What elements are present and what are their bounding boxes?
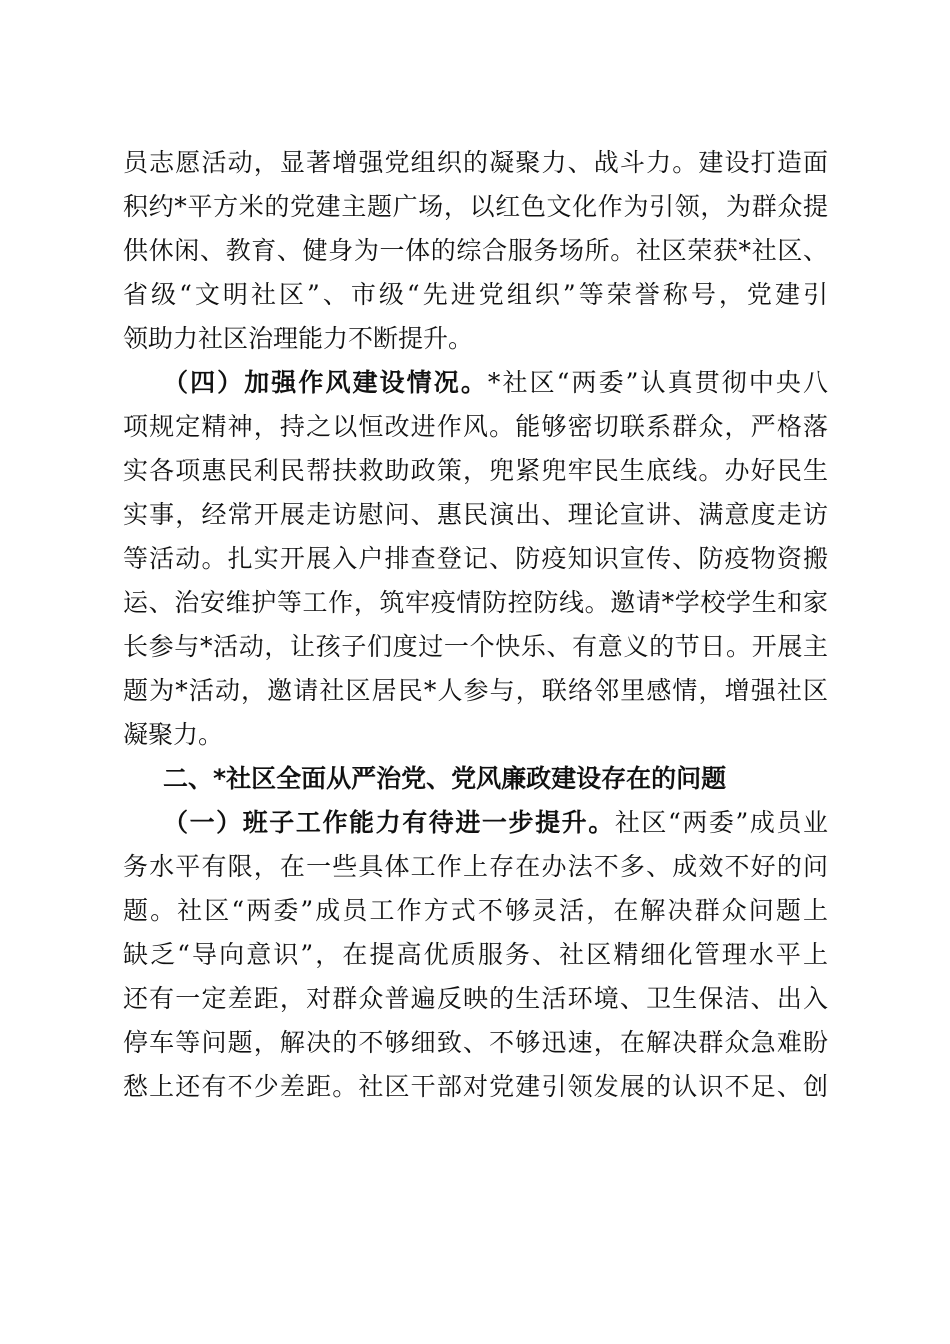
text-line: 实事，经常开展走访慰问、惠民演出、理论宣讲、满意度走访: [123, 500, 828, 529]
paragraph-first-line: [163, 368, 828, 398]
text-line: 凝聚力。: [123, 720, 224, 749]
subsection-title: （四）加强作风建设情况。: [163, 368, 488, 397]
text-line: 省级“文明社区”、市级“先进党组织”等荣誉称号，党建引: [123, 280, 828, 309]
paragraph-first-line: [163, 808, 828, 838]
text-line: 等活动。扎实开展入户排查登记、防疫知识宣传、防疫物资搬: [123, 544, 828, 573]
text-line: 领助力社区治理能力不断提升。: [123, 324, 474, 353]
text-line: 题。社区“两委”成员工作方式不够灵活，在解决群众问题上: [123, 896, 828, 925]
text-line: 长参与*活动，让孩子们度过一个快乐、有意义的节日。开展主: [123, 632, 828, 661]
text-run: 社区“两委”成员业: [614, 808, 828, 837]
text-line: 愁上还有不少差距。社区干部对党建引领发展的认识不足、创: [123, 1072, 828, 1101]
text-line: 员志愿活动，显著增强党组织的凝聚力、战斗力。建设打造面: [123, 148, 828, 177]
text-line: 题为*活动，邀请社区居民*人参与，联络邻里感情，增强社区: [123, 676, 828, 705]
text-line: 项规定精神，持之以恒改进作风。能够密切联系群众，严格落: [123, 412, 828, 441]
text-line: 缺乏“导向意识”，在提高优质服务、社区精细化管理水平上: [123, 940, 828, 969]
text-line: 积约*平方米的党建主题广场，以红色文化作为引领，为群众提: [123, 192, 828, 221]
text-line: 还有一定差距，对群众普遍反映的生活环境、卫生保洁、出入: [123, 984, 828, 1013]
subsection-title: （一）班子工作能力有待进一步提升。: [163, 808, 615, 837]
text-line: 务水平有限，在一些具体工作上存在办法不多、成效不好的问: [123, 852, 828, 881]
text-line: 供休闲、教育、健身为一体的综合服务场所。社区荣获*社区、: [123, 236, 828, 265]
text-line: 运、治安维护等工作，筑牢疫情防控防线。邀请*学校学生和家: [123, 588, 828, 617]
text-line: 实各项惠民利民帮扶救助政策，兜紧兜牢民生底线。办好民生: [123, 456, 828, 485]
text-run: *社区“两委”认真贯彻中央八: [487, 368, 828, 397]
section-heading: 二、*社区全面从严治党、党风廉政建设存在的问题: [163, 764, 727, 793]
text-line: 停车等问题，解决的不够细致、不够迅速，在解决群众急难盼: [123, 1028, 828, 1057]
